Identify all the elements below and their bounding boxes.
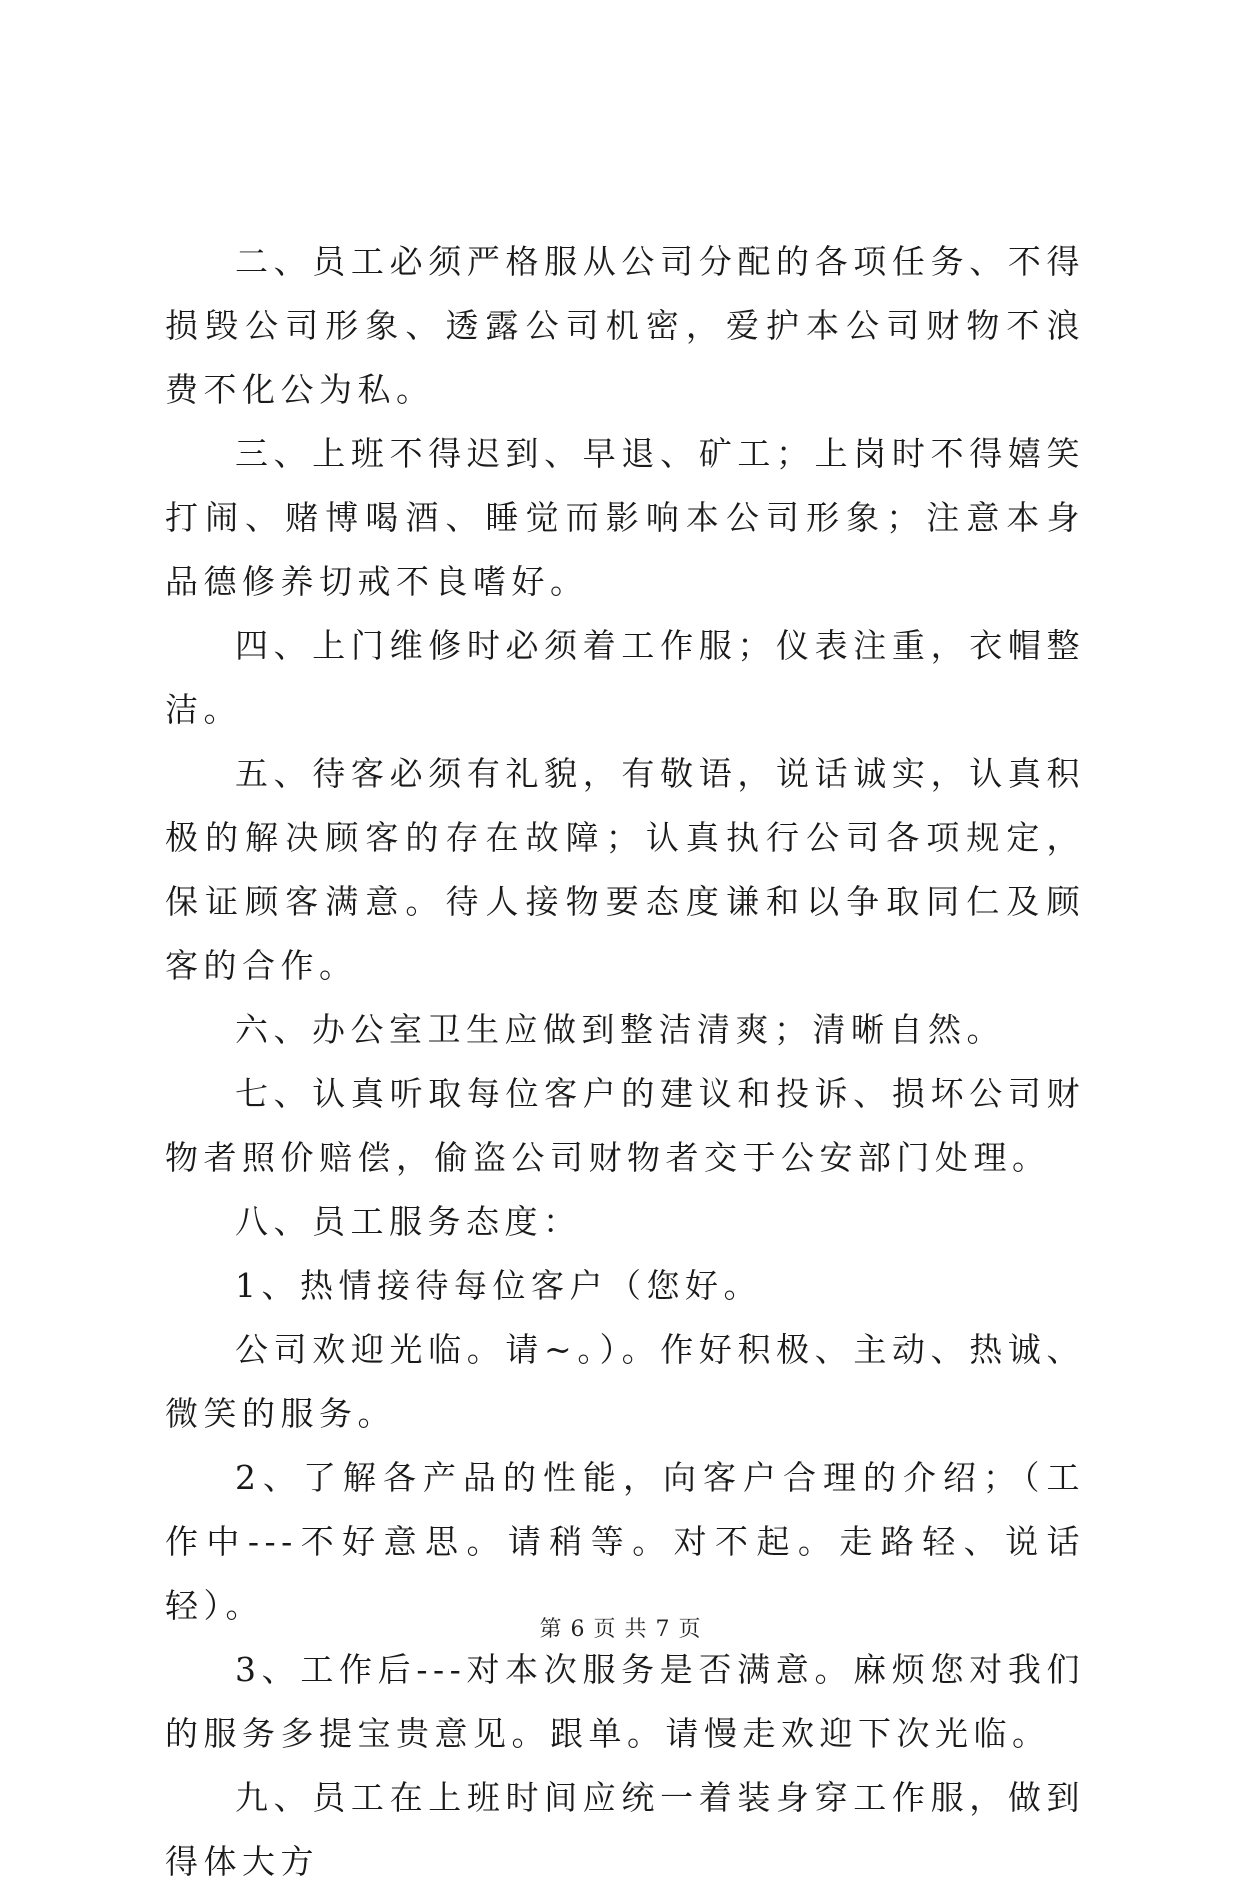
paragraph-rule-9: 九、员工在上班时间应统一着装身穿工作服，做到得体大方 [165,1778,1085,1881]
page-footer [0,1612,1241,1643]
paragraph-service-item-1: 1、热情接待每位客户（您好。 [235,1266,762,1305]
paragraph-rule-7: 七、认真听取每位客户的建议和投诉、损坏公司财物者照价赔偿，偷盗公司财物者交于公安部门处理。 [165,1074,1085,1177]
paragraph-rule-6: 六、办公室卫生应做到整洁清爽；清晰自然。 [235,1010,1005,1049]
document-body [165,230,1085,1894]
paragraph-rule-3: 三、上班不得迟到、早退、矿工；上岗时不得嬉笑打闹、赌博喝酒、睡觉而影响本公司形象；注意本身品德修养切戒不良嗜好。 [165,434,1085,601]
paragraph-rule-2: 二、员工必须严格服从公司分配的各项任务、不得损毁公司形象、透露公司机密，爱护本公司财物不浪费不化公为私。 [165,242,1085,409]
paragraph-service-item-3: 3、工作后---对本次服务是否满意。麻烦您对我们的服务多提宝贵意见。跟单。请慢走欢迎下次光临。 [165,1650,1085,1753]
paragraph-rule-4: 四、上门维修时必须着工作服；仪表注重，衣帽整洁。 [165,626,1085,729]
paragraph-rule-8-heading: 八、员工服务态度： [235,1202,582,1241]
page-number-label: 第 6 页 共 7 页 [539,1617,702,1642]
paragraph-service-item-1-cont: 公司欢迎光临。请~。）。作好积极、主动、热诚、微笑的服务。 [165,1330,1085,1433]
paragraph-rule-5: 五、待客必须有礼貌，有敬语，说话诚实，认真积极的解决顾客的存在故障；认真执行公司各项规定，保证顾客满意。待人接物要态度谦和以争取同仁及顾客的合作。 [165,754,1085,985]
paragraph-service-item-2: 2、了解各产品的性能，向客户合理的介绍；（工作中---不好意思。请稍等。对不起。走路轻、说话轻）。 [165,1458,1085,1625]
